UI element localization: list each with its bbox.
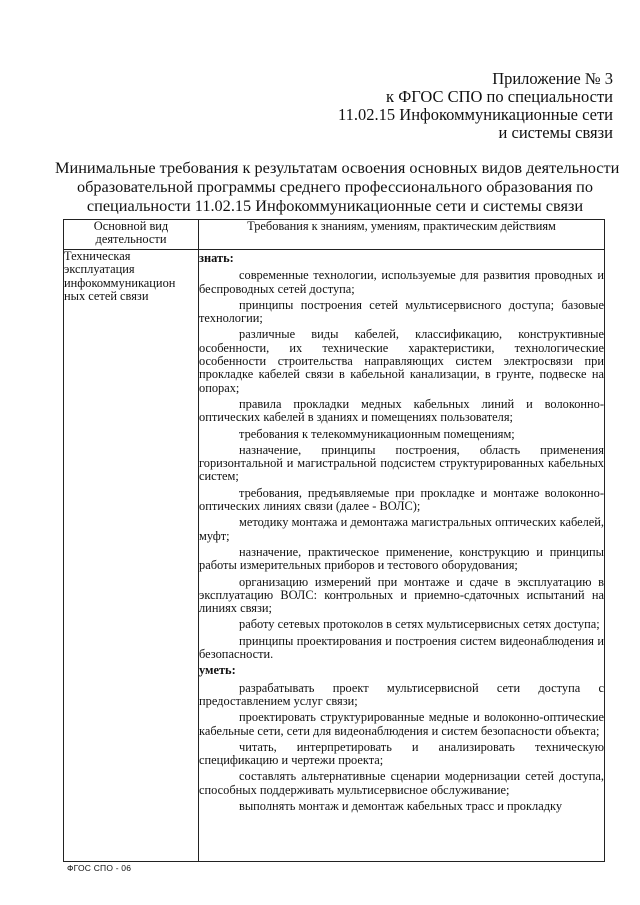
requirements-cell <box>199 250 605 862</box>
know-item: требования, предъявляемые при прокладке и монтаже волоконно-оптических линиях связи (далее - ВОЛС); <box>199 485 604 514</box>
know-item: назначение, принципы построения, область применения горизонтальной и магистральной подсистем структурированных кабельных систем; <box>199 442 604 484</box>
appendix-reference: к ФГОС СПО по специальности <box>386 87 613 106</box>
know-item: работу сетевых протоколов в сетях мультисервисных сетях доступа; <box>239 617 600 632</box>
can-item: составлять альтернативные сценарии модернизации сетей доступа, способных поддерживать мультисервисное обслуживание; <box>199 769 604 797</box>
requirements-table <box>63 219 605 862</box>
title-line: образовательной программы среднего профессионального образования по <box>76 177 594 196</box>
column-header-requirements: Требования к знаниям, умениям, практическим действиям <box>199 220 605 250</box>
column-header-activity: Основной вид деятельности <box>64 220 199 250</box>
know-item: методику монтажа и демонтажа магистральных оптических кабелей, муфт; <box>199 515 604 543</box>
appendix-specialty-name: и системы связи <box>498 123 613 142</box>
know-item: различные виды кабелей, классификацию, конструктивные особенности, их технические характеристики, технологические особенности строительства направляющих систем электросвязи при прокладке кабелей связи в кабельной канализации, в грунте, подвеске на опорах; <box>199 327 604 395</box>
can-item: выполнять монтаж и демонтаж кабельных трасс и прокладку <box>239 798 563 813</box>
know-item: назначение, практическое применение, конструкцию и принципы работы измерительных приборов и тестового оборудования; <box>199 544 604 573</box>
activity-cell: Техническая эксплуатация инфокоммуникацион ных сетей связи <box>64 250 199 862</box>
know-item: принципы проектирования и построения систем видеонаблюдения и безопасности. <box>199 633 604 662</box>
table-header-row <box>64 220 605 250</box>
know-label: знать: <box>199 251 234 265</box>
appendix-header <box>338 70 613 142</box>
page-footer: ФГОС СПО - 06 <box>67 863 132 873</box>
know-item: организацию измерений при монтаже и сдаче в эксплуатацию в эксплуатацию ВОЛС: контрольных и приемно-сдаточных испытаний на линиях связи; <box>199 574 604 616</box>
know-item: правила прокладки медных кабельных линий и волоконно-оптических кабелей в зданиях и помещениях пользователя; <box>199 396 604 425</box>
can-label: уметь: <box>199 663 236 678</box>
table-row <box>64 250 605 862</box>
know-item: требования к телекоммуникационным помещениям; <box>239 426 515 441</box>
title-line: Минимальные требования к результатам освоения основных видов деятельности <box>55 158 620 177</box>
title-line: специальности 11.02.15 Инфокоммуникационные сети и системы связи <box>86 196 584 215</box>
document-title <box>55 158 620 215</box>
can-item: проектировать структурированные медные и волоконно-оптические кабельные сети, сети для видеонаблюдения и систем безопасности объекта; <box>199 710 604 738</box>
can-item: читать, интерпретировать и анализировать техническую спецификацию и чертежи проекта; <box>199 739 604 768</box>
know-item: принципы построения сетей мультисервисного доступа; базовые технологии; <box>199 297 604 326</box>
can-item: разрабатывать проект мультисервисной сети доступа с предоставлением услуг связи; <box>199 680 604 708</box>
appendix-specialty-code: 11.02.15 Инфокоммуникационные сети <box>338 105 613 124</box>
know-item: современные технологии, используемые для развития проводных и беспроводных сетей доступа; <box>199 268 604 296</box>
appendix-number: Приложение № 3 <box>492 69 613 88</box>
